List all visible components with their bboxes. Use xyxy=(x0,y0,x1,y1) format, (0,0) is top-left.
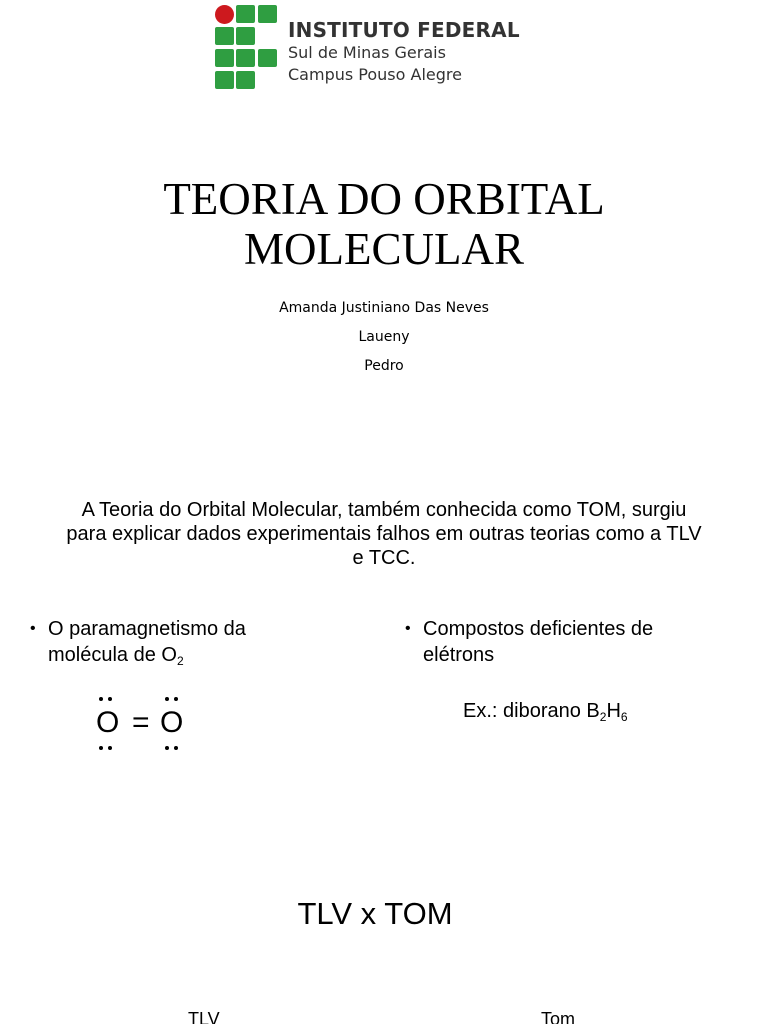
authors-list xyxy=(0,294,768,381)
author-name: Pedro xyxy=(364,358,404,374)
bullet-marker: • xyxy=(405,620,411,637)
subscript: 2 xyxy=(176,654,184,668)
logo-square xyxy=(236,5,255,23)
logo-mark-icon xyxy=(214,4,280,90)
bullet-line-1: O paramagnetismo da xyxy=(48,618,246,640)
author-name: Laueny xyxy=(358,329,410,345)
logo-title: INSTITUTO FEDERAL xyxy=(288,18,520,42)
logo-subtitle-campus: Campus Pouso Alegre xyxy=(288,65,462,84)
logo-square xyxy=(215,49,234,67)
logo-square xyxy=(236,27,255,45)
column-heading-tom: Tom xyxy=(541,1009,576,1024)
institution-logo xyxy=(214,4,544,92)
o2-lewis-structure xyxy=(94,694,204,754)
title-line-1: TEORIA DO ORBITAL xyxy=(163,174,605,224)
logo-square xyxy=(236,49,255,67)
bullet-paramagnetism xyxy=(30,616,360,676)
column-heading-tlv: TLV xyxy=(188,1009,220,1024)
oxygen-atom: O xyxy=(160,706,184,739)
oxygen-atom: O xyxy=(96,706,120,739)
logo-red-dot xyxy=(215,5,234,24)
lone-pair-dots xyxy=(99,746,111,750)
bullet-line-1: Compostos deficientes de xyxy=(423,618,654,640)
subscript: 2 xyxy=(599,710,607,724)
lone-pair-dots xyxy=(165,697,177,701)
bullet-line-2: elétrons xyxy=(423,644,495,666)
title-line-2: MOLECULAR xyxy=(244,224,524,274)
logo-subtitle-region: Sul de Minas Gerais xyxy=(288,43,446,62)
bullet-electron-deficient xyxy=(405,616,735,676)
logo-square xyxy=(215,71,234,89)
logo-square xyxy=(236,71,255,89)
logo-square xyxy=(258,49,277,67)
logo-text xyxy=(288,18,520,86)
author-name: Amanda Justiniano Das Neves xyxy=(279,300,489,316)
bullet-marker: • xyxy=(30,620,36,637)
bullet-text xyxy=(48,616,246,668)
bullet-line-2: molécula de O xyxy=(48,644,177,666)
logo-square xyxy=(215,27,234,45)
page-title xyxy=(0,174,768,274)
example-element: H xyxy=(606,700,621,722)
intro-paragraph: A Teoria do Orbital Molecular, também conhecida como TOM, surgiu para explicar dados experimentais falhos em outras teorias como a TLV e TCC. xyxy=(66,499,702,569)
lone-pair-dots xyxy=(99,697,111,701)
lone-pair-dots xyxy=(165,746,177,750)
subscript: 6 xyxy=(620,710,628,724)
diborane-example xyxy=(463,698,628,724)
section-title: TLV x TOM xyxy=(297,896,453,931)
double-bond: = xyxy=(132,706,150,739)
logo-square xyxy=(258,5,277,23)
example-prefix: Ex.: diborano B xyxy=(463,700,600,722)
bullet-text xyxy=(423,616,653,668)
